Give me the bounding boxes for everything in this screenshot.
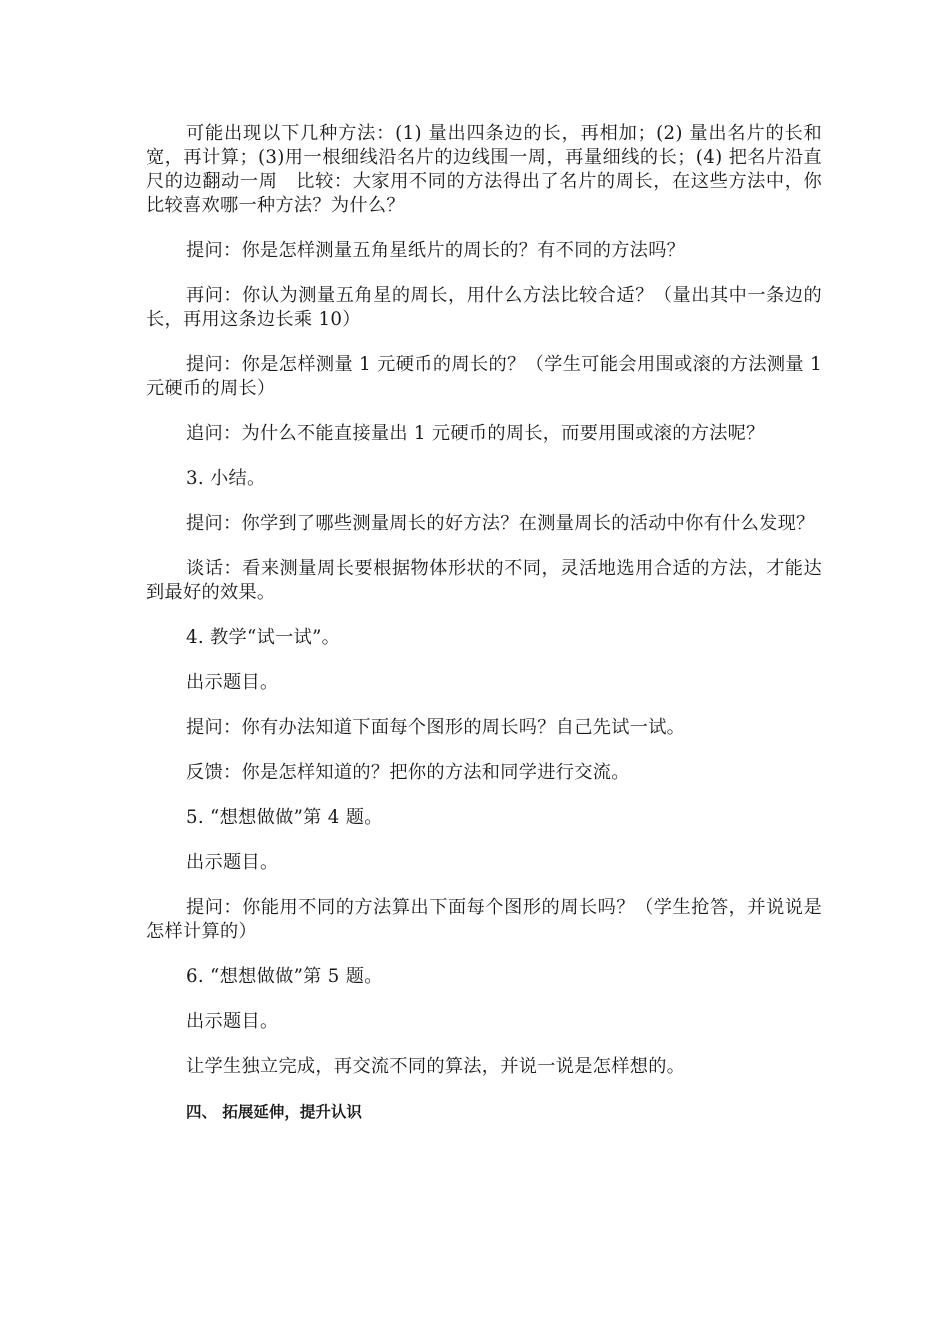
paragraph-methods: 可能出现以下几种方法：(1) 量出四条边的长，再相加；(2) 量出名片的长和宽，再计算；(3)用一根细线沿名片的边线围一周，再量细线的长；(4) 把名片沿直尺的边翻动一周 比较：大家用不同的方法得出了名片的周长，在这些方法中，你比较喜欢哪一种方法？为什么？ — [146, 123, 822, 216]
section-heading: 四、 拓展延伸，提升认识 — [186, 1103, 362, 1121]
paragraph-show-problem-3: 出示题目。 — [186, 1011, 279, 1032]
paragraph-show-problem-2: 出示题目。 — [186, 852, 279, 873]
paragraph-show-problem-1: 出示题目。 — [186, 672, 279, 693]
paragraph-exercise-4-title: 5. “想想做做”第 4 题。 — [186, 807, 383, 828]
paragraph-exercise-5-title: 6. “想想做做”第 5 题。 — [186, 966, 383, 987]
paragraph-try-title: 4. 教学“试一试”。 — [186, 627, 341, 648]
document-page — [146, 122, 822, 1124]
paragraph-try-question: 提问：你有办法知道下面每个图形的周长吗？自己先试一试。 — [186, 717, 686, 738]
paragraph-star-question: 提问：你是怎样测量五角星纸片的周长的？有不同的方法吗？ — [186, 240, 686, 261]
paragraph-exercise-5-instruction: 让学生独立完成，再交流不同的算法，并说一说是怎样想的。 — [186, 1056, 686, 1077]
paragraph-coin-question: 提问：你是怎样测量 1 元硬币的周长的？（学生可能会用围或滚的方法测量 1 元硬币的周长） — [146, 354, 822, 399]
paragraph-try-feedback: 反馈：你是怎样知道的？把你的方法和同学进行交流。 — [186, 762, 630, 783]
paragraph-star-followup: 再问：你认为测量五角星的周长，用什么方法比较合适？（量出其中一条边的长，再用这条边长乘 10） — [146, 285, 822, 330]
paragraph-summary-talk: 谈话：看来测量周长要根据物体形状的不同，灵活地选用合适的方法，才能达到最好的效果。 — [146, 558, 822, 603]
paragraph-summary-title: 3. 小结。 — [186, 468, 266, 489]
paragraph-summary-question: 提问：你学到了哪些测量周长的好方法？在测量周长的活动中你有什么发现？ — [186, 513, 815, 534]
paragraph-coin-followup: 追问：为什么不能直接量出 1 元硬币的周长，而要用围或滚的方法呢？ — [186, 423, 765, 444]
paragraph-exercise-4-question: 提问：你能用不同的方法算出下面每个图形的周长吗？（学生抢答，并说说是怎样计算的） — [146, 897, 822, 942]
